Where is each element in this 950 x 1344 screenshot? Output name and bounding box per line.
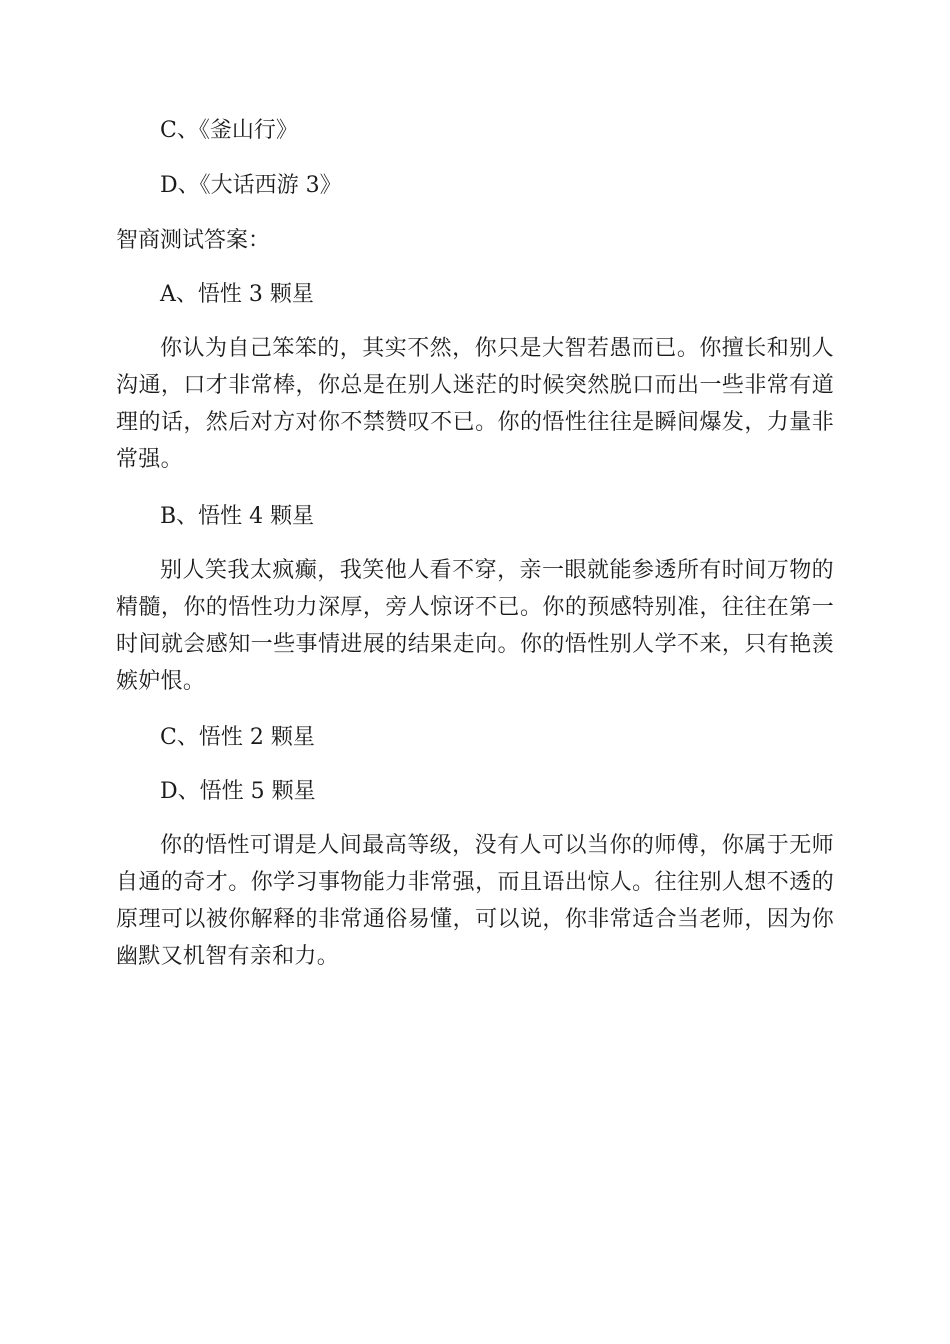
answer-b-label: B、悟性 4 颗星 — [160, 504, 315, 529]
answer-c-label: C、悟性 2 颗星 — [160, 725, 315, 750]
answer-a-text: 你认为自己笨笨的，其实不然，你只是大智若愚而已。你擅长和别人沟通，口才非常棒，你总是在别人迷茫的时候突然脱口而出一些非常有道理的话，然后对方对你不禁赞叹不已。你的悟性往往是瞬间爆发，力量非常强。 — [116, 336, 834, 472]
answers-heading: 智商测试答案： — [116, 228, 271, 253]
option-d-title: D、《大话西游 3》 — [160, 173, 342, 198]
answer-b-text: 别人笑我太疯癫，我笑他人看不穿，亲一眼就能参透所有时间万物的精髓，你的悟性功力深厚，旁人惊讶不已。你的预感特别准，往往在第一时间就会感知一些事情进展的结果走向。你的悟性别人学不来，只有艳羡嫉妒恨。 — [116, 558, 834, 694]
answer-a-label: A、悟性 3 颗星 — [160, 282, 314, 307]
option-c-title: C、《釜山行》 — [160, 118, 298, 143]
answer-d-text: 你的悟性可谓是人间最高等级，没有人可以当你的师傅，你属于无师自通的奇才。你学习事物能力非常强，而且语出惊人。往往别人想不透的原理可以被你解释的非常通俗易懂，可以说，你非常适合当老师，因为你幽默又机智有亲和力。 — [116, 833, 834, 969]
answer-d-label: D、悟性 5 颗星 — [160, 779, 316, 804]
